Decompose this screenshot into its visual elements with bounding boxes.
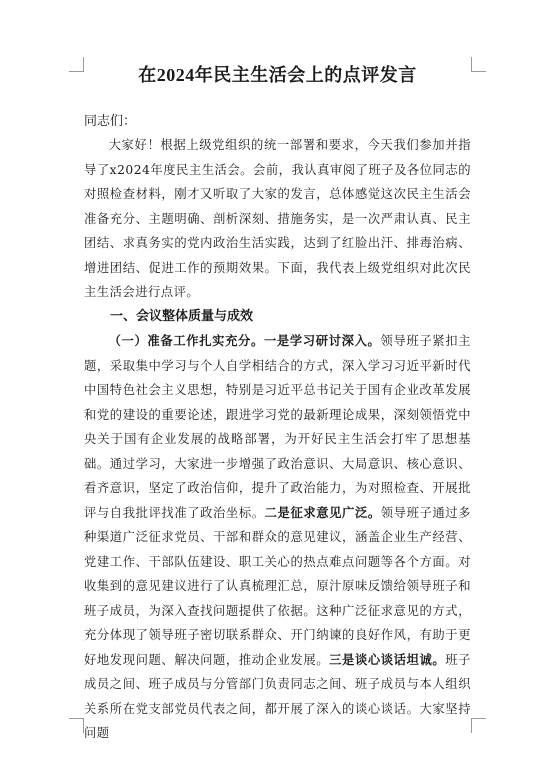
- salutation: 同志们：: [84, 114, 137, 129]
- body-paragraph: [84, 329, 471, 746]
- section-1-heading: 一、会议整体质量与成效: [110, 308, 254, 324]
- subsection-1-heading: （一）准备工作扎实充分。: [108, 333, 264, 348]
- corner-mark-bottom-left: [69, 718, 84, 733]
- point-3-lead: 三是谈心谈话坦诚。: [329, 651, 446, 667]
- point-1-lead: 一是学习研讨深入。: [263, 333, 381, 348]
- document-page: [84, 62, 471, 746]
- corner-mark-top-right: [471, 57, 486, 72]
- intro-paragraph: 大家好！根据上级党组织的统一部署和要求，今天我们参加并指导了x2024年度民主生活会。会前，我认真审阅了班子及各位同志的对照检查材料，刚才又听取了大家的发言，总体感觉这次民主生活会准备充分、主题明确、剖析深刻、措施务实，是一次严肃认真、民主团结、求真务实的党内政治生活实践，达到了红脸出汗、排毒治病、增进团结、促进工作的预期效果。下面，我代表上级党组织对此次民主生活会进行点评。: [84, 138, 471, 299]
- document-title: 在2024年民主生活会上的点评发言: [138, 65, 417, 85]
- point-2-text: 领导班子通过多种渠道广泛征求党员、干部和群众的意见建议，涵盖企业生产经营、党建工作、干部队伍建设、职工关心的热点难点问题等各个方面。对收集到的意见建议进行了认真梳理汇总，原汁原味反馈给领导班子和班子成员，为深入查找问题提供了依据。这种广泛征求意见的方式，充分体现了领导班子密切联系群众、开门纳谏的良好作风，有助于更好地发现问题、解决问题，推动企业发展。: [84, 505, 471, 667]
- corner-mark-bottom-right: [471, 718, 486, 733]
- point-1-text: 领导班子紧扣主题，采取集中学习与个人自学相结合的方式，深入学习习近平新时代中国特色社会主义思想，特别是习近平总书记关于国有企业改革发展和党的建设的重要论述，跟进学习党的最新理论成果，深刻领悟党中央关于国有企业发展的战略部署，为开好民主生活会打牢了思想基础。通过学习，大家进一步增强了政治意识、大局意识、核心意识、看齐意识，坚定了政治信仰，提升了政治能力，为对照检查、开展批评与自我批评找准了政治坐标。: [84, 334, 471, 520]
- point-2-lead: 二是征求意见广泛。: [264, 504, 381, 520]
- point-3-text: 班子成员之间、班子成员与分管部门负责同志之间、班子成员与本人组织关系所在党支部党员代表之间，都开展了深入的谈心谈话。大家坚持问题: [84, 652, 471, 740]
- corner-mark-top-left: [69, 57, 84, 72]
